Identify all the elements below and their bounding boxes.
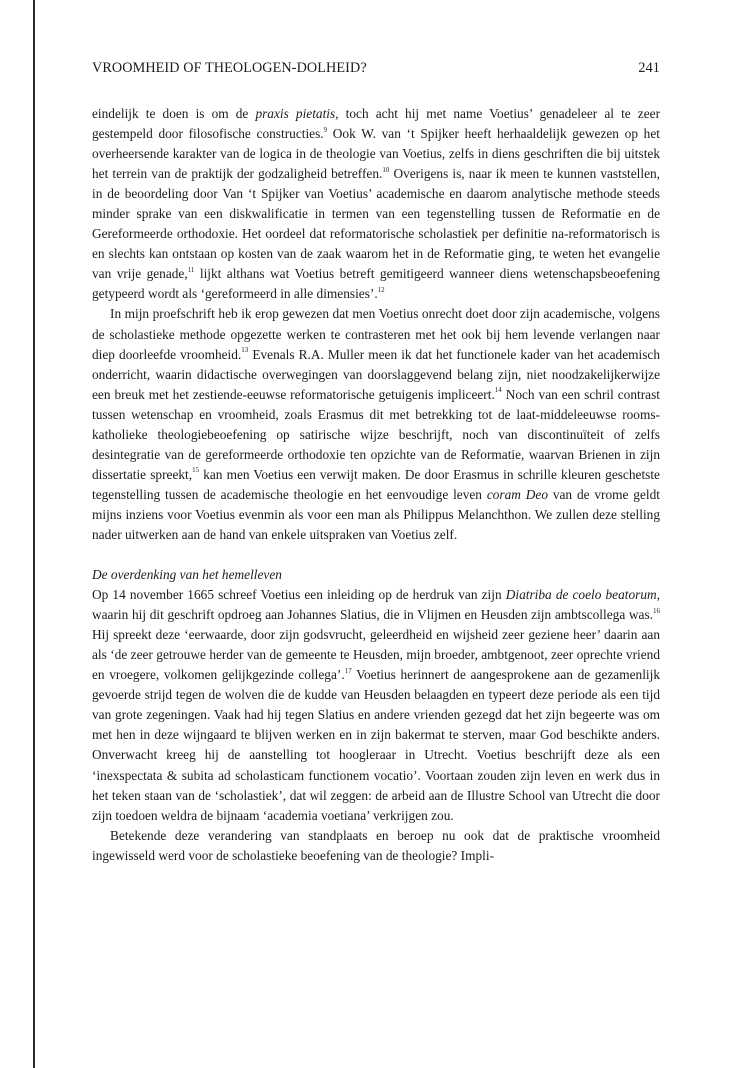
text-run: Ook W. van ‘t Spijker heeft herhaaldelijk gewezen op het overheersende karakter van de logica in de theologie van Voetius, zelfs in diens geschriften die bij uitstek het terrein van de praktijk der godzaligheid betreffen. [92, 126, 660, 182]
italic-term: praxis pietatis [255, 106, 336, 121]
text-run: Evenals R.A. Muller meen ik dat het functionele kader van het academisch onderricht, waarin didactische overwegingen van doorslaggevend belang zijn, niet noodzakelijkerwijze een breuk met het zestiende-eeuwse reformatorische getuigenis impliceert. [92, 346, 660, 402]
paragraph-1 [92, 104, 660, 304]
footnote-ref[interactable]: 17 [344, 666, 352, 675]
footnote-ref[interactable]: 10 [382, 165, 390, 174]
text-run: lijkt althans wat Voetius betreft gemitigeerd wanneer diens wetenschapsbeoefening getypeerd wordt als ‘gereformeerd in alle dimensies’. [92, 266, 660, 302]
text-run: Hij spreekt deze ‘eerwaarde, door zijn godsvrucht, geleerdheid en wijsheid zeer geziene heer’ daarin aan als ‘de zeer getrouwe herder van de gemeente te Heusden, mijn broeder, ambtgenoot, zeer oprechte vriend en vroegere, volkomen gelijkgezinde collega’. [92, 627, 660, 683]
footnote-ref[interactable]: 9 [323, 125, 328, 134]
text-run: van de vrome geldt mijns inziens voor Voetius evenmin als voor een man als Philippus Melanchthon. We zullen deze stelling nader uitwerken aan de hand van enkele uitspraken van Voetius zelf. [92, 486, 660, 542]
paragraph-4 [92, 826, 660, 866]
text-run: Betekende deze verandering van standplaats en beroep nu ook dat de praktische vroomheid ingewisseld werd voor de scholastieke beoefening van de theologie? Impli- [92, 827, 660, 863]
paragraph-2 [92, 304, 660, 545]
italic-term: coram Deo [486, 486, 548, 502]
footnote-ref[interactable]: 13 [241, 346, 249, 355]
footnote-ref[interactable]: 16 [653, 606, 660, 615]
footnote-ref[interactable]: 11 [187, 265, 195, 274]
page-number: 241 [638, 60, 660, 76]
text-run: Op 14 november 1665 schreef Voetius een inleiding op de herdruk van zijn [92, 587, 506, 603]
running-header [92, 60, 660, 77]
section-heading: De overdenking van het hemelleven [92, 567, 282, 583]
text-run: kan men Voetius een verwijt maken. De door Erasmus in schrille kleuren geschetste tegenstelling tussen de academische theologie en het eenvoudige leven [92, 466, 660, 502]
text-run: Noch van een schril contrast tussen wetenschap en vroomheid, zoals Erasmus dit met betrekking tot de laat-middeleeuwse rooms-katholieke theologiebeoefening op satirische wijze beschrijft, noch van discontinuïteit of zelfs desintegratie van de gereformeerde orthodoxie ten opzichte van de Reformatie, waarvan Brienen in zijn dissertatie spreekt, [92, 386, 660, 482]
binding-line [33, 0, 35, 1068]
italic-title: Diatriba de coelo beatorum, [505, 587, 660, 603]
footnote-ref[interactable]: 12 [377, 285, 385, 294]
text-run: , toch acht hij met name Voetius’ genadeleer al te zeer gestempeld door filosofische constructies. [92, 106, 661, 142]
footnote-ref[interactable]: 15 [192, 466, 200, 475]
text-run: waarin hij dit geschrift opdroeg aan Johannes Slatius, die in Vlijmen en Heusden zijn ambtscollega was. [92, 607, 653, 623]
paragraph-3 [92, 585, 660, 826]
body-text [92, 104, 660, 866]
text-run: Voetius herinnert de aangesprokene aan de gezamenlijk gevoerde strijd tegen de wolven die de kudde van Heusden belaagden en typeert deze periode als een tijd van grote zegeningen. Vaak had hij tegen Slatius en andere vrienden gezegd dat het zijn begeerte was om met hen in deze wijngaard te blijven werken en in zijn bakermat te sterven, maar God beschikte anders. Onverwacht kreeg hij de aanstelling tot hoogleraar in Utrecht. Voetius beschrijft deze als een ‘inexspectata & subita ad scholasticam functionem vocatio’. Voortaan zouden zijn leven en werk dus in het teken staan van de ‘scholastiek’, dat wil zeggen: de arbeid aan de Illustre School van Utrecht die door zijn toedoen weldra de bijnaam ‘academia voetiana’ verkrijgen zou. [92, 667, 661, 823]
running-title: VROOMHEID OF THEOLOGEN-DOLHEID? [92, 60, 367, 76]
footnote-ref[interactable]: 14 [494, 386, 502, 395]
text-run: In mijn proefschrift heb ik erop gewezen dat men Voetius onrecht doet door zijn academische, volgens de scholastieke methode opgezette werken te contrasteren met het ook bij hem levende verlangen naar diep doorleefde vroomheid. [92, 306, 660, 362]
text-run: eindelijk te doen is om de [92, 106, 256, 121]
text-run: Overigens is, naar ik meen te kunnen vaststellen, in de beoordeling door Van ‘t Spijker van Voetius’ academische en daarom analytische methode steeds minder sprake van een diskwalificatie in termen van een tegenstelling tussen de Reformatie en de Gereformeerde orthodoxie. Het oordeel dat reformatorische scholastiek per definitie na-reformatorisch is en slechts kan ontstaan op kosten van de zaak waarom het in de Reformatie ging, te weten het evangelie van vrije genade, [92, 166, 661, 282]
